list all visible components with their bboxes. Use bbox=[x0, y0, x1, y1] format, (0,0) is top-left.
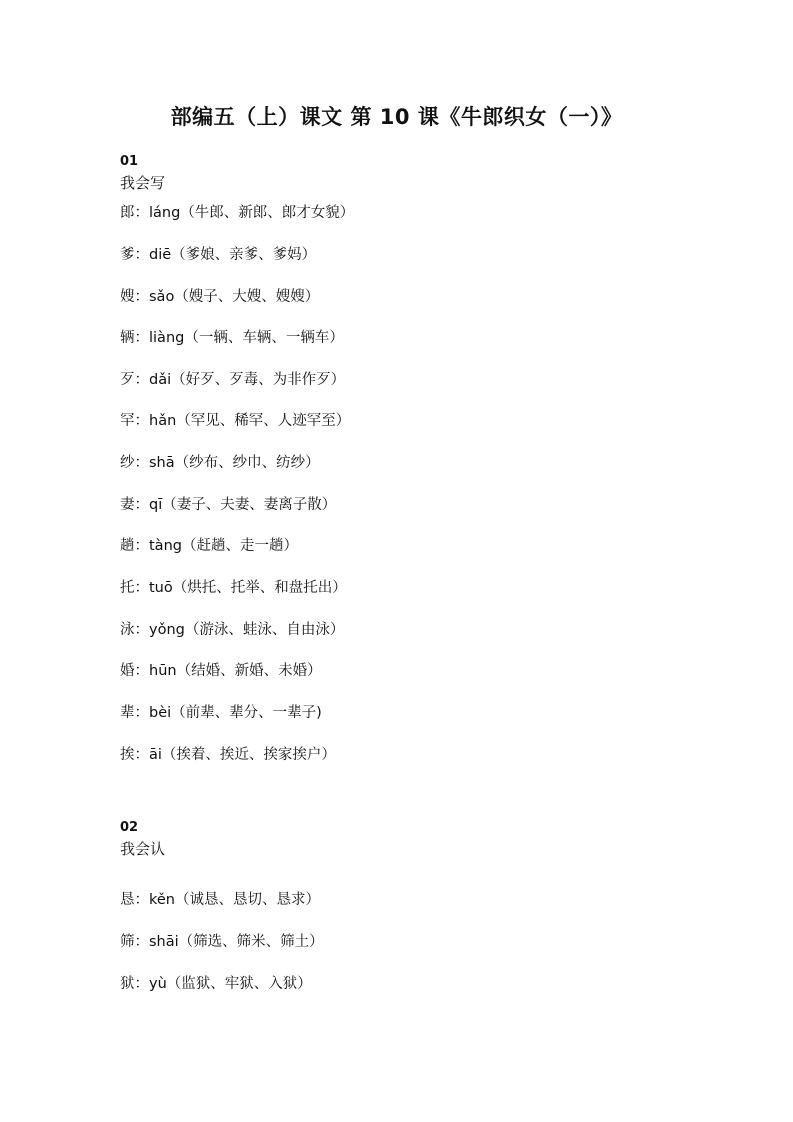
vocab-entry: 狱：yù（监狱、牢狱、入狱） bbox=[120, 976, 312, 992]
page-title: 部编五（上）课文 第 10 课《牛郎织女（一）》 bbox=[170, 105, 623, 129]
section-heading: 我会认 bbox=[120, 840, 166, 858]
section-02-header bbox=[120, 819, 165, 859]
vocab-entry: 辈：bèi（前辈、辈分、一辈子) bbox=[120, 705, 322, 721]
vocab-entry: 趟：tàng（赶趟、走一趟） bbox=[120, 538, 298, 554]
vocab-entry: 挨：āi（挨着、挨近、挨家挨户） bbox=[120, 747, 336, 763]
vocab-entry: 恳：kěn（诚恳、恳切、恳求） bbox=[120, 892, 320, 908]
vocab-entry: 婚：hūn（结婚、新婚、未婚） bbox=[120, 663, 322, 679]
vocab-entry: 嫂：sǎo（嫂子、大嫂、嫂嫂） bbox=[120, 289, 320, 305]
section-01-header bbox=[120, 153, 165, 193]
vocab-entry: 辆：liàng（一辆、车辆、一辆车） bbox=[120, 330, 344, 346]
vocab-entry: 筛：shāi（筛选、筛米、筛土） bbox=[120, 934, 324, 950]
vocab-entry: 托：tuō（烘托、托举、和盘托出） bbox=[120, 580, 347, 596]
vocab-entry: 妻：qī（妻子、夫妻、妻离子散） bbox=[120, 497, 337, 513]
vocab-entry: 爹：diē（爹娘、亲爹、爹妈） bbox=[120, 247, 317, 263]
vocab-entry: 泳：yǒng（游泳、蛙泳、自由泳） bbox=[120, 622, 345, 638]
section-number: 02 bbox=[120, 820, 139, 835]
vocab-entry: 罕：hǎn（罕见、稀罕、人迹罕至） bbox=[120, 413, 351, 429]
section-heading: 我会写 bbox=[120, 174, 166, 192]
vocab-entry: 歹：dǎi（好歹、歹毒、为非作歹） bbox=[120, 372, 346, 388]
vocab-entry: 郎：láng（牛郎、新郎、郎才女貌） bbox=[120, 205, 355, 221]
section-number: 01 bbox=[120, 154, 139, 169]
vocab-entry: 纱：shā（纱布、纱巾、纺纱） bbox=[120, 455, 320, 471]
